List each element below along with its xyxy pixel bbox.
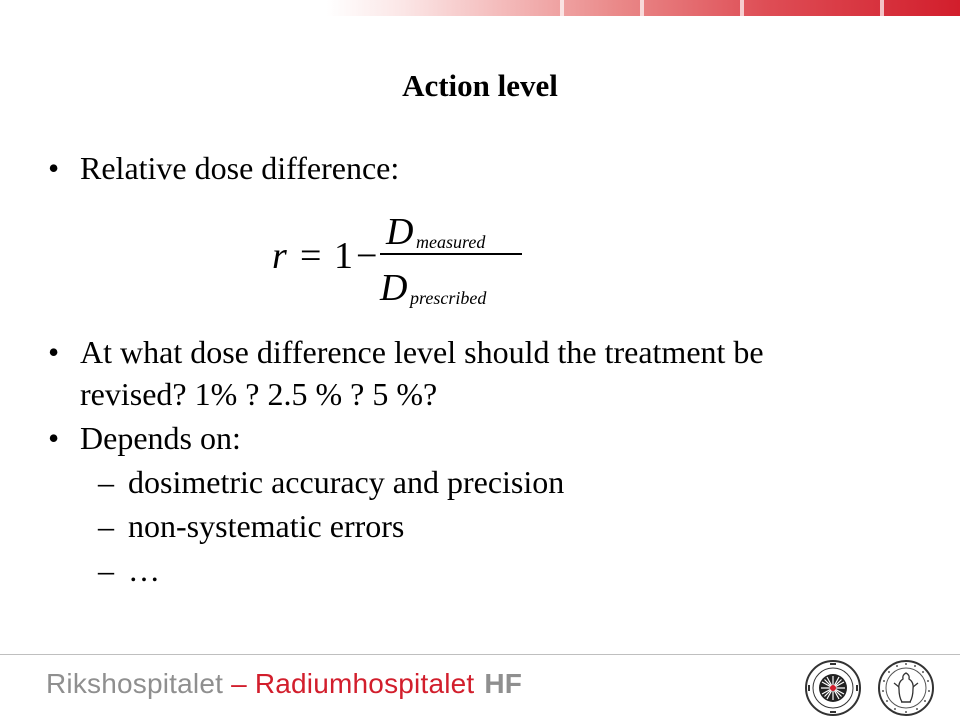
stripe-tick [640,0,644,16]
bullet-3-text: Depends on: [80,420,241,456]
sub-item-1: dosimetric accuracy and precision [128,464,565,500]
header-gradient-bar [0,0,960,16]
bullet-dot: • [48,150,60,186]
bullet-dot: • [48,334,60,370]
bullet-1 [48,150,59,186]
sub-dash: – [98,508,114,544]
bullet-1-text: Relative dose difference: [80,150,400,186]
brand-rikshospitalet: Rikshospitalet [46,668,224,699]
slide-title: Action level [402,68,558,103]
footer-brand [46,668,522,700]
university-oslo-seal-icon [877,659,935,717]
bullet-dot: • [48,420,60,456]
brand-hf: HF [484,668,523,699]
stripe-tick [740,0,744,16]
brand-radiumhospitalet: Radiumhospitalet [254,668,475,699]
brand-separator: – [223,668,255,699]
sub-dash: – [98,552,114,588]
numerator-d: D [386,211,414,253]
bullet-2-text-line2: revised? 1% ? 2.5 % ? 5 %? [80,376,438,412]
stripe-tick [880,0,884,16]
denominator-subscript: prescribed [410,288,487,308]
relative-dose-formula [270,200,540,310]
bullet-2-text-line1: At what dose difference level should the treatment be [80,334,764,370]
sub-item-3: … [128,552,160,588]
numerator-subscript: measured [416,232,486,252]
formula-minus: − [356,235,378,277]
stripe-tick [560,0,564,16]
bullet-3 [48,420,59,456]
sub-dash: – [98,464,114,500]
norwegian-radium-hospital-seal-icon [804,659,862,717]
bullet-2 [48,334,59,370]
formula-equals: = [300,235,322,277]
denominator-d: D [380,267,408,309]
sub-item-2: non-systematic errors [128,508,405,544]
formula-lhs: r [272,235,287,277]
formula-one: 1 [334,235,353,277]
footer-divider [0,654,960,655]
